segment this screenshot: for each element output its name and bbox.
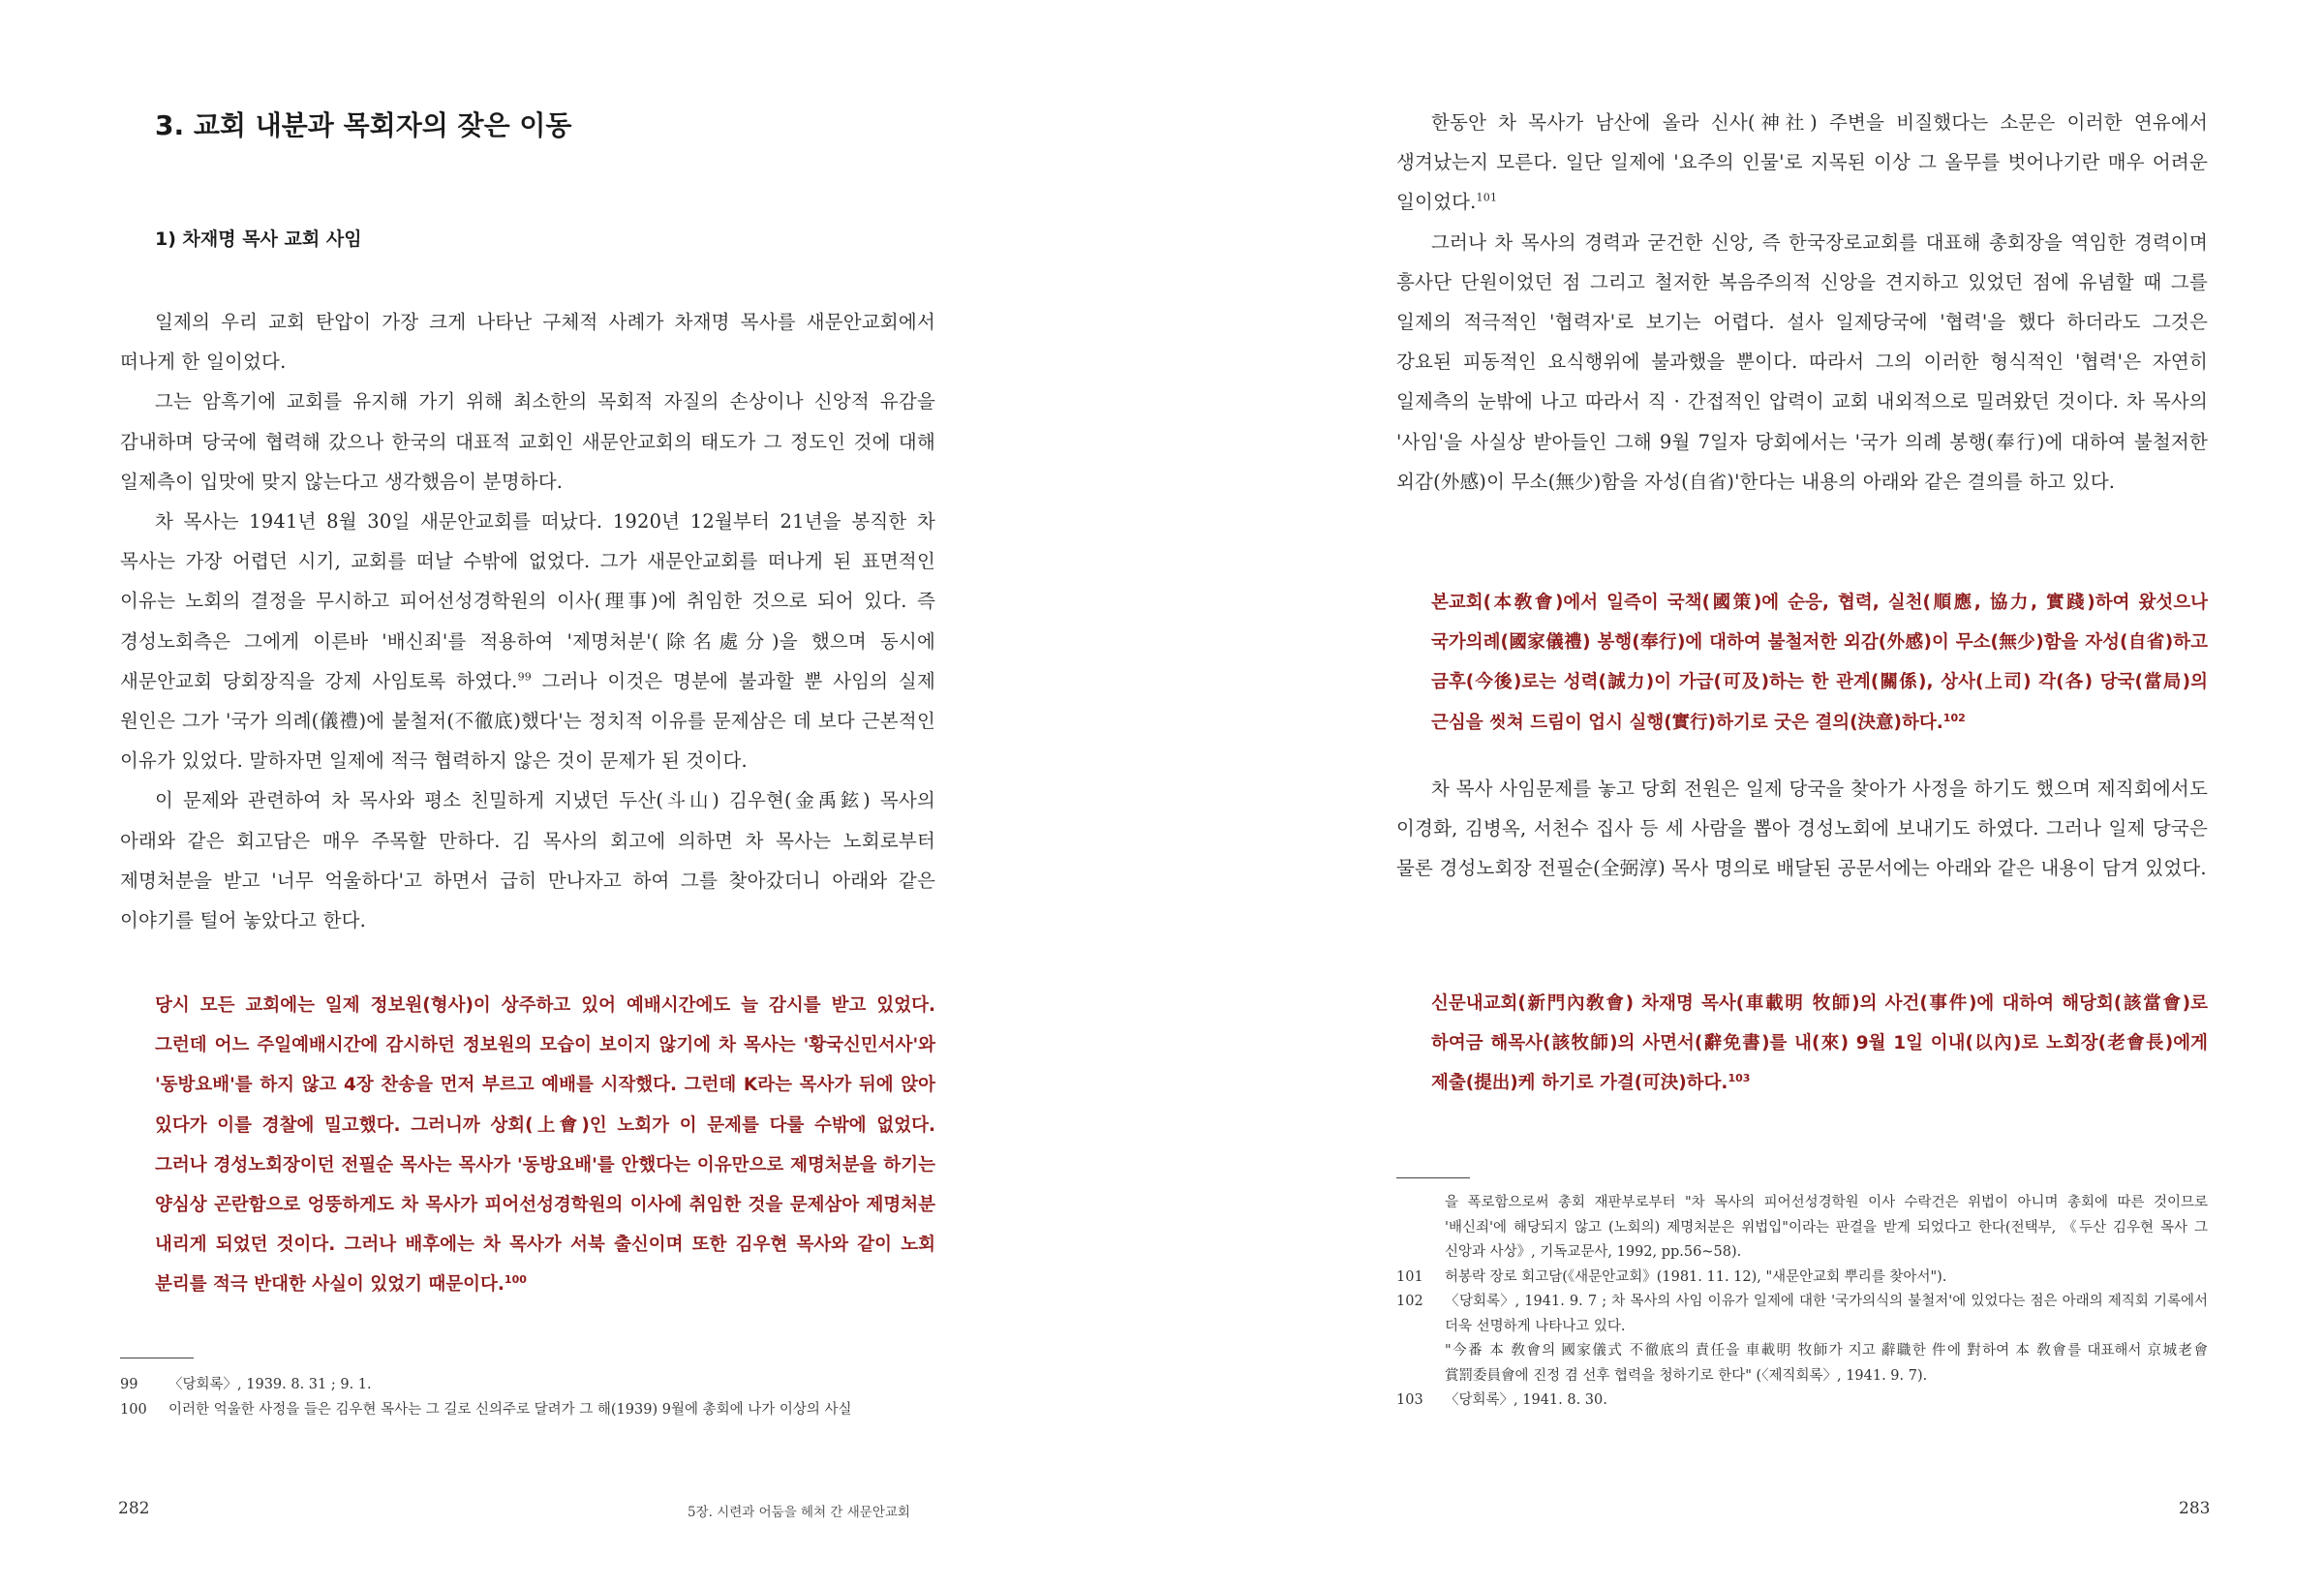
right-body-text-2 (1396, 769, 2208, 889)
footnote-item (1396, 1339, 2208, 1389)
footnote-ref[interactable]: 103 (1728, 1072, 1751, 1085)
footnote-ref[interactable]: 100 (504, 1273, 527, 1287)
footnote-item (1396, 1290, 2208, 1339)
footnote-number: 102 (1396, 1294, 1423, 1309)
block-quote: 본교회(本敎會)에서 일즉이 국책(國策)에 순응, 협력, 실천(順應, 協力, 實踐)하여 왔섯으나 국가의례(國家儀禮) 봉행(奉行)에 대하여 불철저한 외감(外感)이 무소(無少)함을 자성(自省)하고 금후(今後)로는 성력(誠力)이 가급(可及)하는 한 관계(關係), 상사(上司) 각(各) 당국(當局)의 근심을 씻쳐 드림이 업시 실행(實行)하기로 굿은 결의(決意)하다.$^{102}$ (1431, 593, 2208, 733)
subsection-title: 1) 차재명 목사 교회 사임 (155, 229, 362, 250)
footnotes (120, 1373, 935, 1422)
footnote-ref[interactable]: 102 (1942, 711, 1966, 724)
body-paragraph: 차 목사는 1941년 8월 30일 새문안교회를 떠났다. 1920년 12월부터 21년을 봉직한 차 목사는 가장 어렵던 시기, 교회를 떠날 수밖에 없었다. 그가 새문안교회를 떠나게 된 표면적인 이유는 노회의 결정을 무시하고 피어선성경학원의 이사(理事)에 취임한 것으로 되어 있다. 즉 경성노회측은 그에게 이른바 '배신죄'를 적용하여 '제명처분'(除名處分)을 했으며 동시에 새문안교회 당회장직을 강제 사임토록 하였다.$^{99}$ 그러나 이것은 명분에 불과할 뿐 사임의 실제 원인은 그가 '국가 의례(儀禮)에 불철저(不徹底)했다'는 정치적 이유를 문제삼은 데 보다 근본적인 이유가 있었다. 말하자면 일제에 적극 협력하지 않은 것이 문제가 된 것이다. (120, 510, 935, 773)
block-quote: 당시 모든 교회에는 일제 정보원(형사)이 상주하고 있어 예배시간에도 늘 감시를 받고 있었다. 그런데 어느 주일예배시간에 감시하던 정보원의 모습이 보이지 않기에 차 목사는 '황국신민서사'와 '동방요배'를 하지 않고 4장 찬송을 먼저 부르고 예배를 시작했다. 그런데 K라는 목사가 뒤에 앉아 있다가 이를 경찰에 밀고했다. 그러니까 상회(上會)인 노회가 이 문제를 다룰 수밖에 없었다. 그러나 경성노회장이던 전필순 목사는 목사가 '동방요배'를 안했다는 이유만으로 제명처분을 하기는 양심상 곤란함으로 엉뚱하게도 차 목사가 피어선성경학원의 이사에 취임한 것을 문제삼아 제명처분 내리게 되었던 것이다. 그러나 배후에는 차 목사가 서북 출신이며 또한 김우현 목사와 같이 노회 분리를 적극 반대한 사실이 있었기 때문이다.$^{100}$ (155, 995, 935, 1296)
page-number: 283 (2179, 1499, 2211, 1518)
body-paragraph: 이 문제와 관련하여 차 목사와 평소 친밀하게 지냈던 두산(斗山) 김우현(金禹鉉) 목사의 아래와 같은 회고담은 매우 주목할 만하다. 김 목사의 회고에 의하면 차 목사는 노회로부터 제명처분을 받고 '너무 억울하다'고 하면서 급히 만나자고 하여 그를 찾아갔더니 아래와 같은 이야기를 털어 놓았다고 한다. (120, 789, 935, 932)
footnote-number: 101 (1396, 1268, 1423, 1285)
footnote-number (1396, 1339, 1445, 1389)
right-body-text (1396, 103, 2208, 502)
body-paragraph: 차 목사 사임문제를 놓고 당회 전원은 일제 당국을 찾아가 사정을 하기도 했으며 제직회에서도 이경화, 김병옥, 서천수 집사 등 세 사람을 뽑아 경성노회에 보내기도 하였다. 그러나 일제 당국은 물론 경성노회장 전필순(全弼淳) 목사 명의로 배달된 공문서에는 아래와 같은 내용이 담겨 있었다. (1396, 778, 2208, 880)
footnote-text: 〈당회록〉, 1941. 9. 7 ; 차 목사의 사임 이유가 일제에 대한 '국가의식의 불철저'에 있었다는 점은 아래의 제직회 기록에서 더욱 선명하게 나타나고 있다. (1445, 1294, 2208, 1334)
left-body-text (120, 302, 935, 940)
block-quote: 신문내교회(新門內敎會) 차재명 목사(車載明 牧師)의 사건(事件)에 대하여 해당회(該當會)로 하여금 해목사(該牧師)의 사면서(辭免書)를 내(來) 9월 1일 이내(以內)로 노회장(老會長)에게 제출(提出)케 하기로 가결(可決)하다.$^{103}$ (1431, 993, 2208, 1094)
footnote-ref[interactable]: 101 (1476, 191, 1498, 204)
footnote-divider (1396, 1177, 1470, 1178)
footnote-text: "今番 本 敎會의 國家儀式 不徹底의 責任을 車載明 牧師가 지고 辭職한 件에 對하여 本 敎會를 대표해서 京城老會 賞罰委員會에 진정 겸 선후 협력을 청하기로 한다" (〈제직회록〉, 1941. 9. 7). (1445, 1343, 2208, 1384)
page-number: 282 (118, 1499, 150, 1518)
body-paragraph: 그는 암흑기에 교회를 유지해 가기 위해 최소한의 목회적 자질의 손상이나 신앙적 유감을 감내하며 당국에 협력해 갔으나 한국의 대표적 교회인 새문안교회의 태도가 그 정도인 것에 대해 일제측이 입맛에 맞지 않는다고 생각했음이 분명하다. (120, 390, 935, 493)
footnote-continuation: 을 폭로함으로써 총회 재판부로부터 "차 목사의 피어선성경학원 이사 수락건은 위법이 아니며 총회에 따른 것이므로 '배신죄'에 해당되지 않고 (노회의) 제명처분은 위법입"이라는 판결을 받게 되었다고 한다(전택부, 《두산 김우현 목사 그 신앙과 사상》, 기독교문사, 1992, pp.56~58). (1445, 1195, 2208, 1260)
body-paragraph: 그러나 차 목사의 경력과 굳건한 신앙, 즉 한국장로교회를 대표해 총회장을 역임한 경력이며 흥사단 단원이었던 점 그리고 철저한 복음주의적 신앙을 견지하고 있었던 점에 유념할 때 그를 일제의 적극적인 '협력자'로 보기는 어렵다. 설사 일제당국에 '협력'을 했다 하더라도 그것은 강요된 피동적인 요식행위에 불과했을 뿐이다. 따라서 그의 이러한 형식적인 '협력'은 자연히 일제측의 눈밖에 나고 따라서 직 · 간접적인 압력이 교회 내외적으로 밀려왔던 것이다. 차 목사의 '사임'을 사실상 받아들인 그해 9월 7일자 당회에서는 '국가 의례 봉행(奉行)에 대하여 불철저한 외감(外感)이 무소(無少)함을 자성(自省)'한다는 내용의 아래와 같은 결의를 하고 있다. (1396, 230, 2208, 493)
footnote-text: 〈당회록〉, 1939. 8. 31 ; 9. 1. (168, 1377, 372, 1392)
footnote-item (1396, 1389, 2208, 1414)
footnote-number: 100 (120, 1401, 147, 1418)
footnotes (1396, 1191, 2208, 1414)
section-title: 3. 교회 내분과 목회자의 잦은 이동 (155, 109, 572, 141)
running-head: 5장. 시련과 어둠을 헤쳐 간 새문안교회 (688, 1505, 910, 1520)
footnote-item (120, 1373, 935, 1398)
footnote-number: 99 (120, 1377, 138, 1392)
body-paragraph: 한동안 차 목사가 남산에 올라 신사(神社) 주변을 비질했다는 소문은 이러한 연유에서 생겨났는지 모른다. 일단 일제에 '요주의 인물'로 지목된 이상 그 올무를 벗어나기란 매우 어려운 일이었다.$^{101}$ (1396, 111, 2208, 214)
footnote-ref[interactable]: 99 (517, 670, 532, 684)
footnote-item (1396, 1266, 2208, 1291)
footnote-item (120, 1398, 935, 1423)
body-paragraph: 일제의 우리 교회 탄압이 가장 크게 나타난 구체적 사례가 차재명 목사를 새문안교회에서 떠나게 한 일이었다. (120, 311, 935, 374)
footnote-text: 〈당회록〉, 1941. 8. 30. (1445, 1392, 1607, 1408)
footnote-text: 이러한 억울한 사정을 들은 김우현 목사는 그 길로 신의주로 달려가 그 해(1939) 9월에 총회에 나가 이상의 사실 (168, 1401, 852, 1418)
footnote-text: 허봉락 장로 회고담(《새문안교회》(1981. 11. 12), "새문안교회 뿌리를 찾아서"). (1445, 1268, 1947, 1285)
footnote-number: 103 (1396, 1392, 1423, 1408)
